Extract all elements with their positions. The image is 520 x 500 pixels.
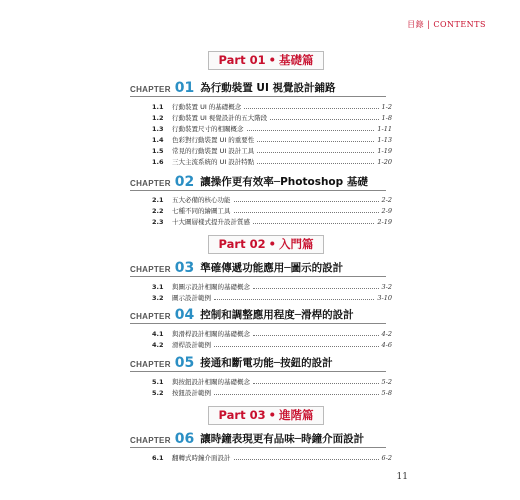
chapter-number: 06 bbox=[174, 431, 195, 447]
chapter-rule bbox=[130, 190, 386, 191]
entry-title: 翻轉式時鐘介面設計 bbox=[172, 454, 231, 462]
toc-entry-1-5[interactable] bbox=[152, 145, 392, 155]
dot-leader bbox=[253, 335, 379, 336]
toc-entry-3-1[interactable] bbox=[152, 281, 392, 291]
toc-entry-1-4[interactable] bbox=[152, 134, 392, 144]
entry-page: 1-11 bbox=[377, 125, 392, 133]
entry-page: 5-2 bbox=[381, 378, 392, 386]
chapter-02-heading[interactable] bbox=[130, 173, 420, 190]
part-title: 入門篇 bbox=[278, 237, 314, 251]
entry-page: 1-19 bbox=[377, 147, 392, 155]
entry-page: 4-6 bbox=[381, 341, 392, 349]
toc-entry-3-2[interactable] bbox=[152, 292, 392, 302]
entry-title: 五大必備的核心功能 bbox=[172, 196, 231, 204]
toc-entry-1-3[interactable] bbox=[152, 123, 392, 133]
chapter-label: CHAPTER bbox=[130, 312, 171, 321]
entry-title: 按鈕設計範例 bbox=[172, 389, 211, 397]
entry-page: 2-9 bbox=[381, 207, 392, 215]
running-header bbox=[407, 19, 486, 30]
toc-entry-1-6[interactable] bbox=[152, 156, 392, 166]
dot-leader bbox=[247, 130, 375, 131]
part-title: 進階篇 bbox=[278, 408, 314, 422]
entry-number: 2.2 bbox=[152, 207, 164, 215]
toc-entry-2-1[interactable] bbox=[152, 194, 392, 204]
entry-title: 滑桿設計範例 bbox=[172, 341, 211, 349]
entry-page: 1-13 bbox=[377, 136, 392, 144]
entry-title: 與圖示設計相關的基礎概念 bbox=[172, 283, 250, 291]
dot-leader bbox=[270, 119, 378, 120]
entry-number: 1.1 bbox=[152, 103, 164, 111]
chapter-number: 03 bbox=[174, 260, 195, 276]
entry-page: 4-2 bbox=[381, 330, 392, 338]
entry-number: 1.5 bbox=[152, 147, 164, 155]
entry-page: 2-2 bbox=[381, 196, 392, 204]
entry-page: 1-20 bbox=[377, 158, 392, 166]
chapter-rule bbox=[130, 323, 386, 324]
dot-leader bbox=[257, 141, 374, 142]
dot-leader bbox=[257, 152, 374, 153]
part-dot: • bbox=[268, 237, 276, 251]
toc-entry-2-3[interactable] bbox=[152, 216, 392, 226]
chapter-06-heading[interactable] bbox=[130, 430, 420, 447]
chapter-number: 04 bbox=[174, 307, 195, 323]
dot-leader bbox=[234, 201, 379, 202]
chapter-title: 控制和調整應用程度─滑桿的設計 bbox=[200, 309, 354, 321]
entry-title: 七種不同的繪圖工具 bbox=[172, 207, 231, 215]
entry-page: 5-8 bbox=[381, 389, 392, 397]
entry-title: 十大圖層樣式提升設計質感 bbox=[172, 218, 250, 226]
entry-number: 1.2 bbox=[152, 114, 164, 122]
page-number: 11 bbox=[396, 472, 408, 482]
chapter-label: CHAPTER bbox=[130, 265, 171, 274]
entry-title: 行動裝置 UI 的基礎概念 bbox=[172, 103, 242, 111]
entry-number: 3.1 bbox=[152, 283, 164, 291]
dot-leader bbox=[257, 163, 374, 164]
chapter-05-heading[interactable] bbox=[130, 354, 420, 371]
dot-leader bbox=[234, 459, 379, 460]
toc-entry-4-2[interactable] bbox=[152, 339, 392, 349]
chapter-title: 讓時鐘表現更有品味─時鐘介面設計 bbox=[200, 433, 365, 445]
entry-title: 與滑桿設計相關的基礎概念 bbox=[172, 330, 250, 338]
entry-number: 5.2 bbox=[152, 389, 164, 397]
chapter-rule bbox=[130, 96, 386, 97]
header-title-en: CONTENTS bbox=[433, 20, 486, 29]
dot-leader bbox=[253, 288, 379, 289]
dot-leader bbox=[253, 383, 379, 384]
chapter-03-heading[interactable] bbox=[130, 259, 420, 276]
dot-leader bbox=[244, 108, 378, 109]
part-dot: • bbox=[268, 408, 276, 422]
entry-title: 常見的行動裝置 UI 設計工具 bbox=[172, 147, 255, 155]
part-title: 基礎篇 bbox=[278, 53, 314, 67]
chapter-label: CHAPTER bbox=[130, 179, 171, 188]
part-dot: • bbox=[268, 53, 276, 67]
entry-page: 3-2 bbox=[381, 283, 392, 291]
entry-title: 與按鈕設計相關的基礎概念 bbox=[172, 378, 250, 386]
part-02-heading bbox=[208, 235, 324, 254]
header-separator: | bbox=[427, 20, 431, 29]
entry-page: 3-10 bbox=[377, 294, 392, 302]
entry-page: 6-2 bbox=[381, 454, 392, 462]
chapter-01-heading[interactable] bbox=[130, 79, 420, 96]
chapter-number: 05 bbox=[174, 355, 195, 371]
entry-title: 行動裝置 UI 視覺設計的五大階段 bbox=[172, 114, 268, 122]
chapter-number: 02 bbox=[174, 174, 195, 190]
chapter-rule bbox=[130, 276, 386, 277]
entry-title: 行動裝置尺寸的相關概念 bbox=[172, 125, 244, 133]
dot-leader bbox=[214, 299, 374, 300]
toc-entry-1-1[interactable] bbox=[152, 101, 392, 111]
toc-entry-6-1[interactable] bbox=[152, 452, 392, 462]
chapter-title: 讓操作更有效率─Photoshop 基礎 bbox=[200, 176, 368, 188]
entry-number: 4.2 bbox=[152, 341, 164, 349]
entry-number: 4.1 bbox=[152, 330, 164, 338]
toc-entry-5-2[interactable] bbox=[152, 387, 392, 397]
entry-title: 色彩對行動裝置 UI 的重要性 bbox=[172, 136, 255, 144]
toc-entry-4-1[interactable] bbox=[152, 328, 392, 338]
dot-leader bbox=[253, 223, 374, 224]
chapter-title: 接通和斷電功能─按鈕的設計 bbox=[200, 357, 333, 369]
entry-number: 2.3 bbox=[152, 218, 164, 226]
entry-number: 1.3 bbox=[152, 125, 164, 133]
part-01-heading bbox=[208, 51, 324, 70]
entry-number: 1.6 bbox=[152, 158, 164, 166]
chapter-title: 準確傳遞功能應用─圖示的設計 bbox=[200, 262, 344, 274]
toc-entry-2-2[interactable] bbox=[152, 205, 392, 215]
entry-number: 1.4 bbox=[152, 136, 164, 144]
entry-page: 2-19 bbox=[377, 218, 392, 226]
header-title-zh: 目錄 bbox=[407, 20, 425, 29]
dot-leader bbox=[214, 394, 379, 395]
entry-title: 三大主流系統的 UI 設計特點 bbox=[172, 158, 255, 166]
chapter-number: 01 bbox=[174, 80, 195, 96]
dot-leader bbox=[234, 212, 379, 213]
chapter-label: CHAPTER bbox=[130, 360, 171, 369]
part-03-heading bbox=[208, 406, 324, 425]
toc-entry-1-2[interactable] bbox=[152, 112, 392, 122]
entry-number: 5.1 bbox=[152, 378, 164, 386]
part-label: Part 02 bbox=[218, 237, 266, 251]
chapter-label: CHAPTER bbox=[130, 436, 171, 445]
chapter-rule bbox=[130, 447, 386, 448]
toc-entry-5-1[interactable] bbox=[152, 376, 392, 386]
part-label: Part 03 bbox=[218, 408, 266, 422]
entry-number: 6.1 bbox=[152, 454, 164, 462]
chapter-04-heading[interactable] bbox=[130, 306, 420, 323]
entry-title: 圖示設計範例 bbox=[172, 294, 211, 302]
dot-leader bbox=[214, 346, 379, 347]
entry-page: 1-8 bbox=[381, 114, 392, 122]
part-label: Part 01 bbox=[218, 53, 266, 67]
chapter-title: 為行動裝置 UI 視覺設計鋪路 bbox=[200, 82, 336, 94]
chapter-label: CHAPTER bbox=[130, 85, 171, 94]
entry-number: 3.2 bbox=[152, 294, 164, 302]
entry-page: 1-2 bbox=[381, 103, 392, 111]
entry-number: 2.1 bbox=[152, 196, 164, 204]
chapter-rule bbox=[130, 371, 386, 372]
